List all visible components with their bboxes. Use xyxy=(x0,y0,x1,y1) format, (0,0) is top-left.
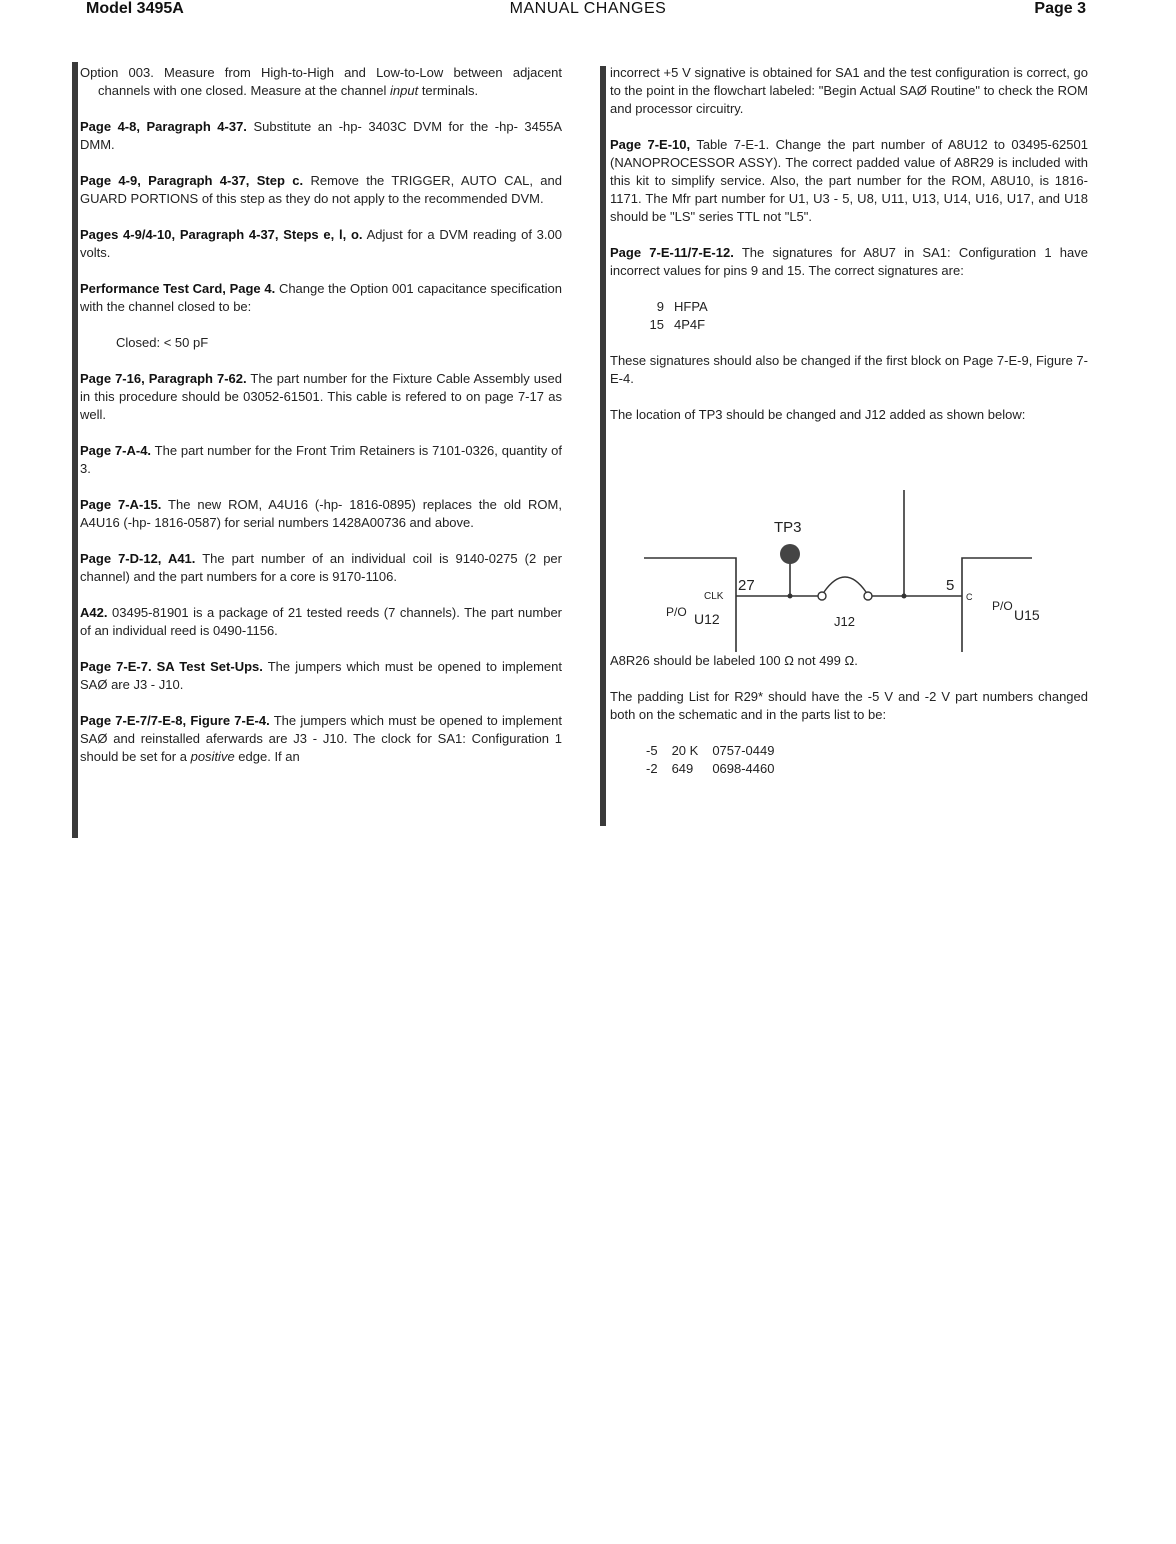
a8r26-paragraph: A8R26 should be labeled 100 Ω not 499 Ω. xyxy=(610,653,858,668)
change-bar-left xyxy=(72,62,78,838)
padding-list-paragraph: The padding List for R29* should have the -5 V and -2 V part numbers changed both on the schematic and in the parts list to be: xyxy=(610,689,1088,722)
page-4-9-paragraph: Page 4-9, Paragraph 4-37, Step c. Remove the TRIGGER, AUTO CAL, and GUARD PORTIONS of this step as they do not apply to the recommended DVM. xyxy=(80,173,562,206)
u15-label: U15 xyxy=(1014,607,1040,623)
page-title: MANUAL CHANGES xyxy=(509,0,667,17)
option-003-paragraph: Option 003. Measure from High-to-High and Low-to-Low between adjacent channels with one closed. Measure at the channel input terminals. xyxy=(80,65,562,98)
u15-prefix-label: P/O xyxy=(992,599,1013,613)
j12-jumper-arc xyxy=(824,577,866,592)
padding-table xyxy=(646,742,788,778)
j12-terminal-right xyxy=(864,592,872,600)
page-4-8-paragraph: Page 4-8, Paragraph 4-37. Substitute an -hp- 3403C DVM for the -hp- 3455A DMM. xyxy=(80,119,562,152)
j12-label: J12 xyxy=(834,614,855,629)
right-column xyxy=(610,64,1088,796)
model-label: Model 3495A xyxy=(86,0,184,17)
tp3-label: TP3 xyxy=(774,519,802,536)
page-number: Page 3 xyxy=(1034,0,1086,17)
u12-outline xyxy=(644,558,736,652)
change-bar-right xyxy=(600,66,606,826)
pin-27-label: 27 xyxy=(738,577,755,594)
page-7-e-7-paragraph: Page 7-E-7. SA Test Set-Ups. The jumpers which must be opened to implement SAØ are J3 - J10. xyxy=(80,659,562,692)
page-7-16-paragraph: Page 7-16, Paragraph 7-62. The part number for the Fixture Cable Assembly used in this procedure should be 03052-61501. This cable is refered to on page 7-17 as well. xyxy=(80,371,562,422)
signature-row: 9 HFPA xyxy=(656,299,708,314)
page-7-d-12-paragraph: Page 7-D-12, A41. The part number of an individual coil is 9140-0275 (2 per channel) and the part numbers for a core is 9170-1106. xyxy=(80,551,562,584)
closed-spec-line: Closed: < 50 pF xyxy=(116,335,209,350)
vertical-trace-junction xyxy=(902,594,907,599)
clk-label: CLK xyxy=(704,591,724,602)
tp3-junction xyxy=(788,594,793,599)
page-7-a-4-paragraph: Page 7-A-4. The part number for the Front Trim Retainers is 7101-0326, quantity of 3. xyxy=(80,443,562,476)
padding-row: -2 649 0698-4460 xyxy=(646,761,775,776)
a42-paragraph: A42. 03495-81901 is a package of 21 tested reeds (7 channels). The part number of an individual reed is 0490-1156. xyxy=(80,605,563,638)
page-7-e-7-8-paragraph: Page 7-E-7/7-E-8, Figure 7-E-4. The jumpers which must be opened to implement SAØ and reinstalled aferwards are J3 - J10. The clock for SA1: Configuration 1 should be set for a positive edge. If an xyxy=(80,713,562,764)
left-column xyxy=(80,64,562,784)
j12-terminal-left xyxy=(818,592,826,600)
continued-paragraph: incorrect +5 V signative is obtained for SA1 and the test configuration is correct, go to the point in the flowchart labeled: "Begin Actual SAØ Routine" to check the ROM and processor circuitry. xyxy=(610,65,1088,116)
u12-label: U12 xyxy=(694,611,720,627)
pin-5-sub-label: C xyxy=(966,592,973,602)
tp3-j12-schematic xyxy=(628,486,1048,666)
page-7-e-10-paragraph: Page 7-E-10, Table 7-E-1. Change the part number of A8U12 to 03495-62501 (NANOPROCESSOR ASSY). The correct padded value of A8R29 is included with this kit to simplify service. Also, the part number for the ROM, A8U10, is 1816-1171. The Mfr part number for U1, U3 - 5, U8, U11, U13, U14, U16, U17, and U18 should be "LS" series TTL not "L5". xyxy=(610,137,1088,224)
u12-prefix-label: P/O xyxy=(666,605,687,619)
schematic-svg xyxy=(628,486,1048,666)
signature-row: 15 4P4F xyxy=(649,317,706,332)
signature-table xyxy=(646,298,718,334)
performance-test-card-paragraph: Performance Test Card, Page 4. Change the Option 001 capacitance specification with the channel closed to be: xyxy=(80,281,562,314)
tp3-dot xyxy=(780,544,800,564)
pages-4-9-4-10-paragraph: Pages 4-9/4-10, Paragraph 4-37, Steps e, l, o. Adjust for a DVM reading of 3.00 volts. xyxy=(80,227,562,260)
tp3-location-paragraph: The location of TP3 should be changed and J12 added as shown below: xyxy=(610,407,1026,422)
pin-5-label: 5 xyxy=(946,577,955,594)
page-7-a-15-paragraph: Page 7-A-15. The new ROM, A4U16 (-hp- 1816-0895) replaces the old ROM, A4U16 (-hp- 1816-0587) for serial numbers 1428A00736 and above. xyxy=(80,497,562,530)
page-7-e-11-paragraph: Page 7-E-11/7-E-12. The signatures for A8U7 in SA1: Configuration 1 have incorrect values for pins 9 and 15. The correct signatures are: xyxy=(610,245,1089,278)
signatures-note-paragraph: These signatures should also be changed if the first block on Page 7-E-9, Figure 7-E-4. xyxy=(610,353,1088,386)
padding-row: -5 20 K 0757-0449 xyxy=(646,743,775,758)
